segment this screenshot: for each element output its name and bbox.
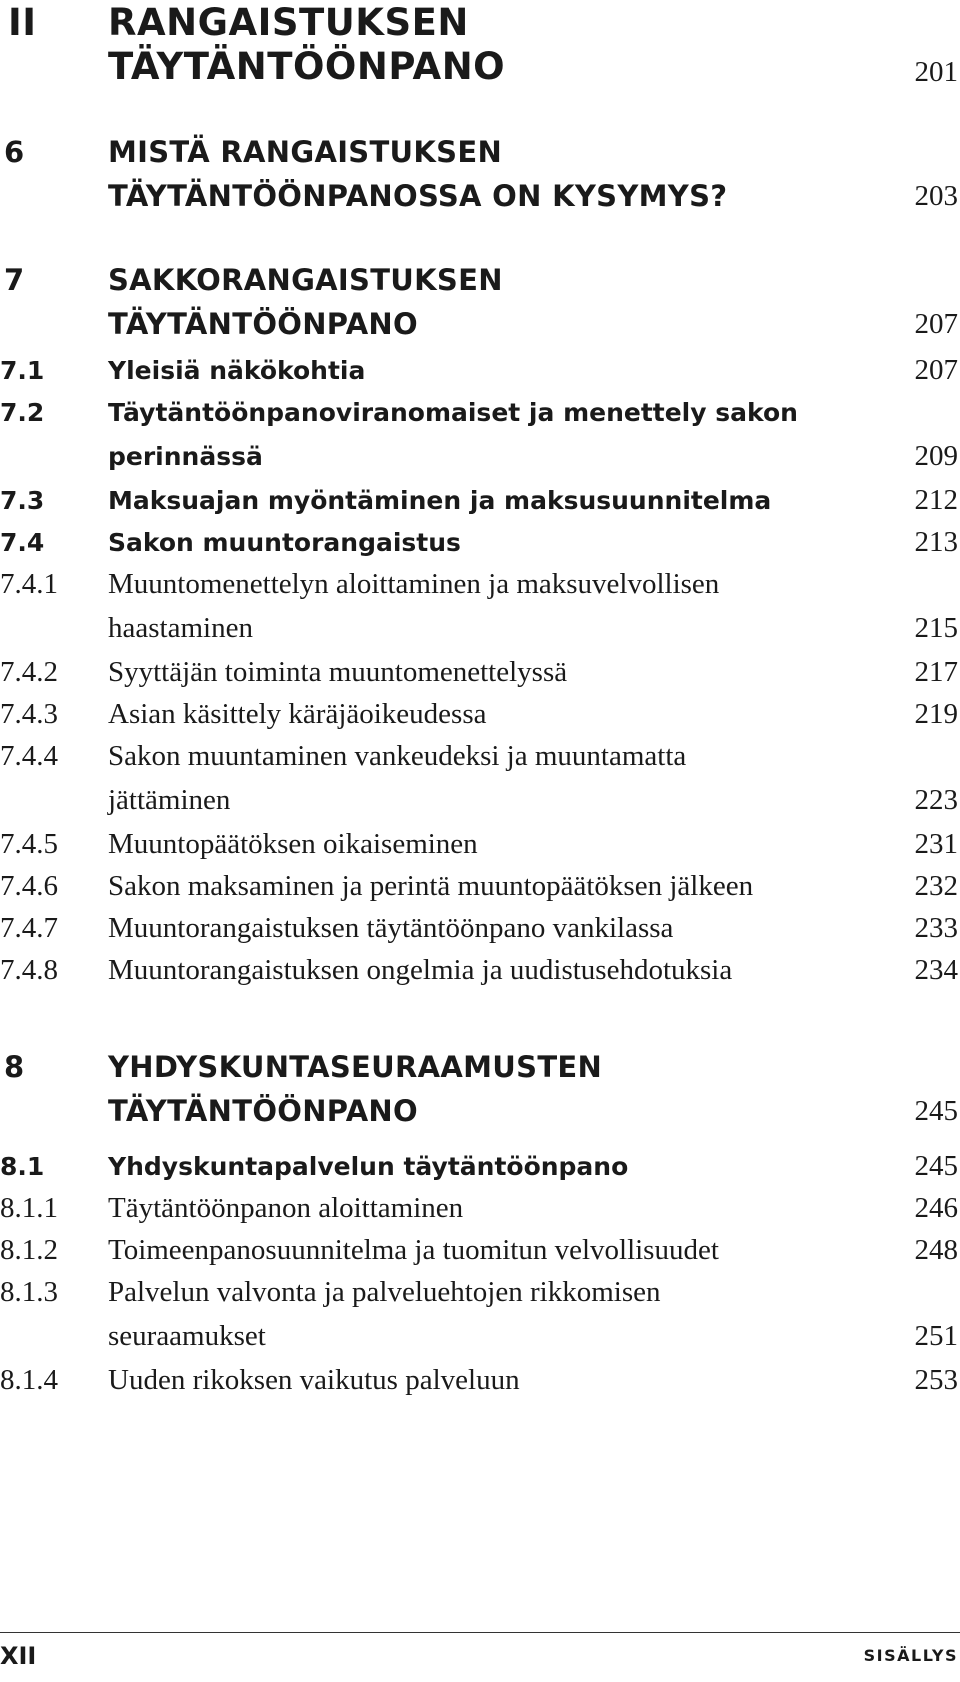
toc-entry-title-line: MISTÄ RANGAISTUKSEN [108,135,503,169]
toc-entry-title-line: Sakon maksaminen ja perintä muuntopäätöksen jälkeen [108,870,754,902]
toc-entry-title-line: Muuntopäätöksen oikaiseminen [108,828,478,860]
toc-entry-page-number: 207 [914,354,958,386]
toc-entry-chapter [0,258,960,346]
toc-entry-title-line: SAKKORANGAISTUKSEN [108,263,503,297]
footer-rule [0,1632,960,1633]
toc-entry-page-number: 253 [914,1364,958,1396]
toc-entry-section [0,348,960,392]
toc-entry-title-line: Yhdyskuntapalvelun täytäntöönpano [108,1152,629,1181]
toc-entry-page-number: 248 [914,1234,958,1266]
toc-entry-number: 8.1.3 [0,1276,58,1308]
toc-entry-title-line: Palvelun valvonta ja palveluehtojen rikkomisen [108,1276,661,1308]
toc-entry-sub [0,1228,960,1272]
toc-entry-number: 7.3 [0,486,45,515]
toc-entry-sub [0,734,960,822]
toc-entry-sub [0,692,960,736]
toc-entry-sub [0,906,960,950]
page-folio: XII [0,1642,37,1670]
toc-entry-title-line: Yleisiä näkökohtia [108,356,366,385]
toc-entry-title-line: perinnässä [108,442,263,471]
toc-entry-number: 6 [4,135,25,169]
toc-entry-number: 7 [4,263,25,297]
toc-entry-title-line: Syyttäjän toiminta muuntomenettelyssä [108,656,568,688]
toc-entry-sub [0,864,960,908]
toc-entry-number: 7.4.2 [0,656,58,688]
toc-entry-page-number: 207 [914,308,958,340]
toc-entry-number: 7.4.3 [0,698,58,730]
toc-entry-section [0,520,960,564]
toc-entry-sub [0,822,960,866]
toc-entry-page-number: 233 [914,912,958,944]
toc-entry-page-number: 245 [914,1150,958,1182]
toc-entry-title-line: Toimeenpanosuunnitelma ja tuomitun velvollisuudet [108,1234,719,1266]
toc-entry-section [0,478,960,522]
toc-entry-page-number: 246 [914,1192,958,1224]
toc-entry-page-number: 212 [914,484,958,516]
toc-entry-title-line: Muuntorangaistuksen ongelmia ja uudistusehdotuksia [108,954,733,986]
toc-entry-page-number: 213 [914,526,958,558]
toc-entry-title-line: Sakon muuntaminen vankeudeksi ja muuntamatta [108,740,687,772]
toc-entry-title-line: Uuden rikoksen vaikutus palveluun [108,1364,520,1396]
toc-entry-page-number: 234 [914,954,958,986]
toc-entry-title-line: Asian käsittely käräjäoikeudessa [108,698,487,730]
toc-entry-number: 8.1 [0,1152,45,1181]
toc-entry-sub [0,1270,960,1358]
toc-entry-page-number: 232 [914,870,958,902]
toc-entry-number: 7.4.4 [0,740,58,772]
toc-entry-page-number: 215 [914,612,958,644]
toc-entry-title-line: seuraamukset [108,1320,266,1352]
toc-entry-number: 7.4.7 [0,912,58,944]
toc-entry-title-line: TÄYTÄNTÖÖNPANOSSA ON KYSYMYS? [108,179,728,213]
toc-entry-number: 7.1 [0,356,45,385]
toc-entry-chapter [0,130,960,218]
toc-entry-page-number: 245 [914,1095,958,1127]
toc-entry-title-line: haastaminen [108,612,253,644]
part-number: II [8,1,37,44]
part-title-line1: RANGAISTUKSEN [108,1,469,44]
toc-entry-title-line: YHDYSKUNTASEURAAMUSTEN [108,1050,603,1084]
toc-entry-number: 7.4.8 [0,954,58,986]
toc-entry-title-line: jättäminen [108,784,231,816]
toc-entry-number: 8.1.1 [0,1192,58,1224]
toc-entry-title-line: Täytäntöönpanon aloittaminen [108,1192,464,1224]
toc-entry-section [0,390,960,478]
toc-entry-sub [0,650,960,694]
toc-entry-title-line: Täytäntöönpanoviranomaiset ja menettely sakon [108,398,798,427]
toc-entry-number: 7.4.6 [0,870,58,902]
toc-entry-title-line: Muuntomenettelyn aloittaminen ja maksuvelvollisen [108,568,720,600]
page-footer [0,1632,960,1682]
part-page-number: 201 [914,56,958,88]
toc-entry-sub [0,1358,960,1402]
toc-entry-title-line: TÄYTÄNTÖÖNPANO [108,307,418,341]
toc-entry-number: 7.2 [0,398,45,427]
toc-entry-number: 8.1.4 [0,1364,58,1396]
toc-entry-sub [0,1186,960,1230]
toc-entry-page-number: 251 [914,1320,958,1352]
toc-entry-number: 8.1.2 [0,1234,58,1266]
toc-entry-title-line: Sakon muuntorangaistus [108,528,461,557]
toc-entry-title-line: Muuntorangaistuksen täytäntöönpano vankilassa [108,912,674,944]
toc-entry-page-number: 223 [914,784,958,816]
toc-entry-page-number: 217 [914,656,958,688]
toc-entry-number: 7.4.5 [0,828,58,860]
toc-entry-sub [0,948,960,992]
toc-entry-number: 8 [4,1050,25,1084]
toc-part-heading [0,0,960,100]
toc-entry-page-number: 219 [914,698,958,730]
part-title-line2: TÄYTÄNTÖÖNPANO [108,45,506,88]
toc-entry-page-number: 209 [914,440,958,472]
toc-entry-number: 7.4.1 [0,568,58,600]
toc-entry-title-line: Maksuajan myöntäminen ja maksusuunnitelma [108,486,772,515]
toc-entry-number: 7.4 [0,528,45,557]
toc-entry-sub [0,562,960,650]
toc-entry-section [0,1144,960,1188]
toc-entry-page-number: 203 [914,180,958,212]
toc-entry-page-number: 231 [914,828,958,860]
toc-entry-title-line: TÄYTÄNTÖÖNPANO [108,1094,418,1128]
running-head: SISÄLLYS [863,1646,958,1665]
toc-entry-chapter [0,1045,960,1133]
